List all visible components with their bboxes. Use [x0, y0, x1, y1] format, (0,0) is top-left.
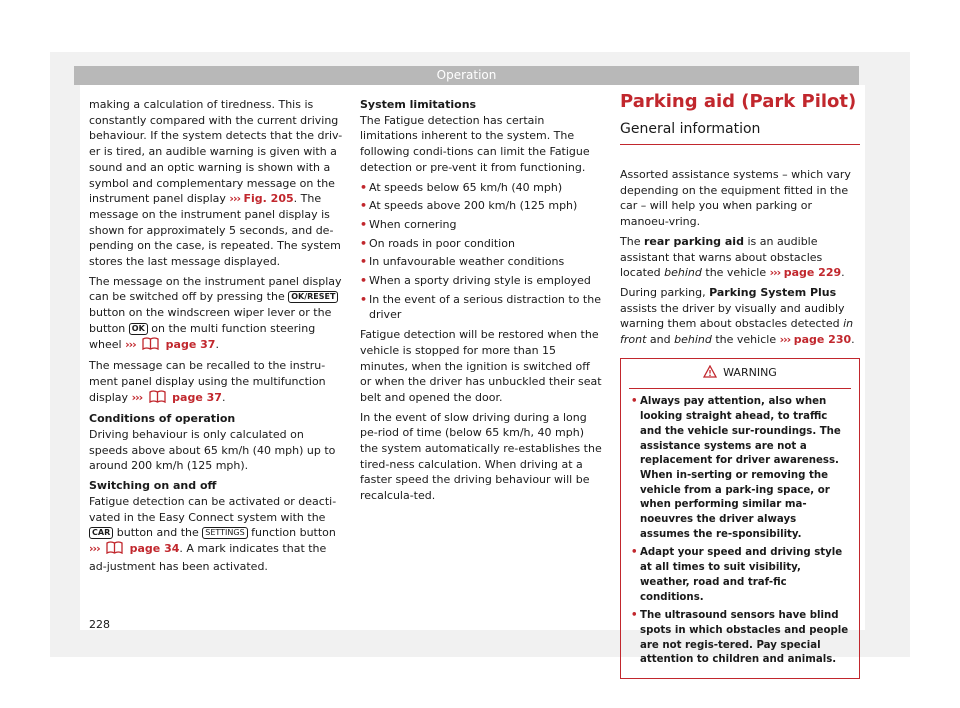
- text: .: [215, 337, 219, 351]
- heading-conditions: Conditions of operation: [89, 412, 236, 426]
- page-link[interactable]: page 34: [129, 541, 180, 555]
- paragraph-tiredness: [89, 97, 343, 270]
- page-number: 228: [89, 618, 110, 631]
- ref-arrow: ›››: [89, 541, 100, 555]
- ref-arrow: ›››: [125, 337, 136, 351]
- paragraph-assistance: Assorted assistance systems – which vary depending on the equipment fitted in the car – will help you when parking or manoeu-vring.: [620, 168, 851, 229]
- column-right: [620, 91, 860, 679]
- list-item: • On roads in poor condition: [360, 236, 602, 252]
- text: is an audible assistant that warns about obstacles located: [620, 234, 823, 280]
- paragraph-conditions: Driving behaviour is only calculated on speeds above about 65 km/h (40 mph) up to around 200 km/h (125 mph).: [89, 428, 336, 473]
- book-icon: [142, 337, 159, 355]
- heading-switching: Switching on and off: [89, 479, 217, 493]
- car-button-symbol: CAR: [89, 527, 113, 539]
- text: The message can be recalled to the instru-ment panel display using the multifunction display: [89, 359, 326, 404]
- text: The: [620, 234, 641, 248]
- emphasis: behind: [674, 333, 712, 347]
- paragraph-parking-system-plus: [620, 285, 860, 348]
- emphasis: in front: [620, 317, 854, 347]
- page-link[interactable]: page 37: [172, 390, 222, 404]
- figure-link[interactable]: Fig. 205: [243, 192, 294, 206]
- ok-reset-button-symbol: OK/RESET: [288, 291, 338, 303]
- paragraph-limitations: The Fatigue detection has certain limitations inherent to the system. The following condi-tions can limit the Fatigue detection or pre-vent it from functioning.: [360, 113, 590, 174]
- warning-title: WARNING: [723, 365, 777, 379]
- warning-list: [631, 395, 849, 668]
- text: and: [649, 333, 671, 347]
- list-item: • At speeds below 65 km/h (40 mph): [360, 180, 602, 196]
- text: The message on the instrument panel display can be switched off by pressing the: [89, 274, 342, 304]
- page-link[interactable]: page 37: [165, 337, 216, 351]
- text: .: [851, 333, 855, 347]
- emphasis: behind: [664, 266, 702, 280]
- ok-button-symbol: OK: [129, 323, 148, 335]
- warning-header: [629, 359, 851, 390]
- text: the vehicle: [705, 266, 767, 280]
- warning-triangle-icon: [703, 365, 717, 383]
- warning-item: • Always pay attention, also when looking straight ahead, to traffic and the vehicle sur-roundings. The assistance systems are not a replacement for driver awareness. When in-serting or removing the vehicle from a park-ing space, or when performing similar ma-noeuvres the driver always assumes the re-sponsibility.: [631, 395, 849, 542]
- term: Parking System Plus: [709, 285, 837, 299]
- page-link[interactable]: page 229: [783, 266, 842, 280]
- ref-arrow: ›››: [769, 266, 781, 280]
- heading-limitations: System limitations: [360, 98, 477, 111]
- limitations-list: [360, 180, 602, 324]
- column-middle: [360, 97, 602, 508]
- text: the vehicle: [715, 333, 777, 347]
- list-item: • When a sporty driving style is employed: [360, 273, 602, 289]
- paragraph-switch-off: [89, 274, 343, 355]
- term: rear parking aid: [643, 234, 744, 248]
- book-icon: [106, 541, 123, 559]
- warning-item: • Adapt your speed and driving style at all times to suit visibility, weather, road and traf-fic conditions.: [631, 546, 849, 605]
- paragraph-recall: [89, 358, 343, 407]
- settings-button-symbol: SETTINGS: [202, 527, 247, 539]
- ref-arrow: ›››: [779, 333, 791, 347]
- column-left: [89, 97, 343, 578]
- text: assists the driver by visually and audibly warning them about obstacles detected: [620, 301, 845, 331]
- book-icon: [149, 390, 166, 408]
- paragraph-switching: [89, 494, 343, 575]
- list-item: • In unfavourable weather conditions: [360, 254, 602, 270]
- text: on the multi function steering wheel: [89, 321, 316, 351]
- chapter-title: Operation: [436, 68, 497, 82]
- section-subtitle: General information: [620, 119, 860, 145]
- paragraph-slow-driving: In the event of slow driving during a long pe-riod of time (below 65 km/h, 40 mph) the system automatically re-establishes the tired-ness calculation. When driving at a faster speed the driving behaviour will be recalcula-ted.: [360, 410, 602, 503]
- text: function button: [251, 526, 336, 540]
- chapter-header: [74, 66, 859, 85]
- text: .: [221, 390, 226, 404]
- warning-box: [620, 358, 860, 679]
- list-item: • At speeds above 200 km/h (125 mph): [360, 198, 602, 214]
- ref-arrow: ›››: [229, 192, 241, 206]
- paragraph-rear-aid: [620, 234, 860, 281]
- paragraph-restored: Fatigue detection will be restored when the vehicle is stopped for more than 15 minutes, when the ignition is switched off or when the driver has unbuckled their seat belt and opened the door.: [360, 328, 602, 404]
- warning-item: • The ultrasound sensors have blind spots in which obstacles and people are not regis-tered. Pay special attention to children and animals.: [631, 609, 849, 668]
- ref-arrow: ›››: [131, 390, 143, 404]
- text: Fatigue detection can be activated or deacti-vated in the Easy Connect system with the: [89, 494, 337, 524]
- page-link[interactable]: page 230: [793, 333, 852, 347]
- text: button on the windscreen wiper lever or the button: [89, 306, 332, 335]
- section-title: Parking aid (Park Pilot): [620, 91, 857, 112]
- text: . The message on the instrument panel display is shown for approximately 5 seconds, and de-pending on the case, is repeated. The system stores the last message displayed.: [89, 192, 341, 269]
- text: .: [841, 266, 845, 280]
- text: button and the: [116, 526, 199, 540]
- text: . A mark indicates that the ad-justment has been activated.: [89, 541, 327, 573]
- list-item: • In the event of a serious distraction to the driver: [360, 292, 602, 323]
- text: making a calculation of tiredness. This is constantly compared with the current driving behaviour. If the system detects that the driv-er is tired, an audible warning is given with a sound and an optic warning is shown with a symbol and complementary message on the instrument panel display: [89, 98, 343, 206]
- text: During parking,: [620, 285, 706, 299]
- list-item: • When cornering: [360, 217, 602, 233]
